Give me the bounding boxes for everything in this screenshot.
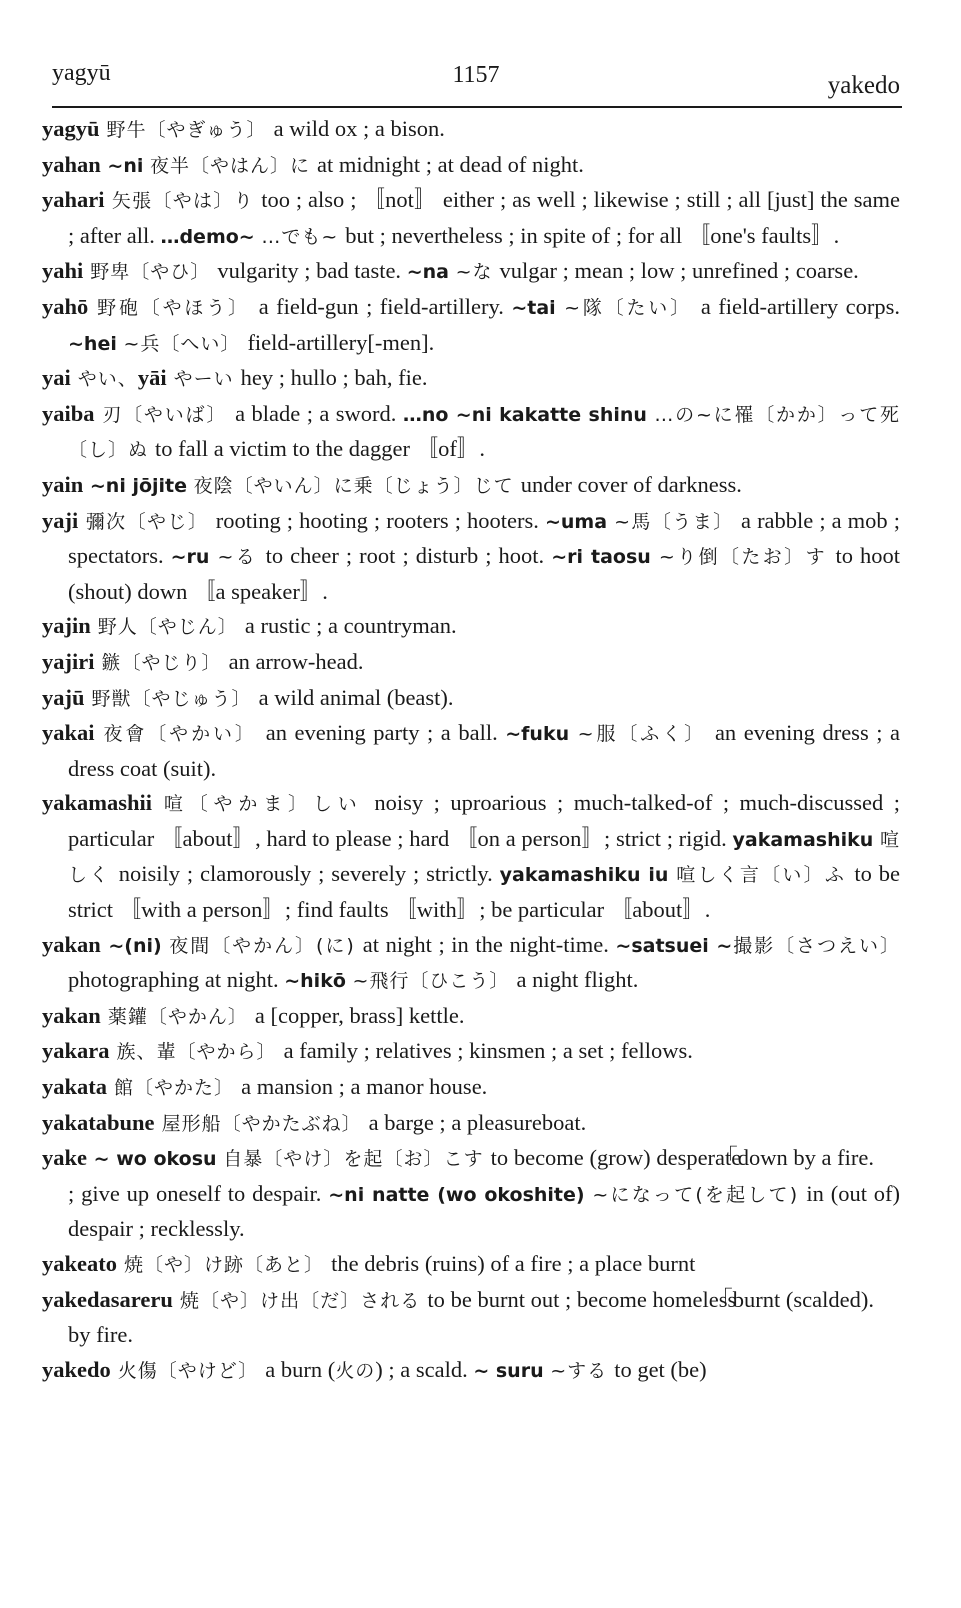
japanese-text: 屋形船〔やかたぶね〕 bbox=[154, 1112, 369, 1135]
phrase-romaji: …no ~ni kakatte shinu bbox=[402, 403, 655, 426]
definition-text: a [copper, brass] kettle. bbox=[254, 1002, 465, 1028]
definition-text: photographing at night. bbox=[68, 967, 285, 993]
phrase-romaji: yakamashiku bbox=[732, 828, 880, 851]
headword: yahō bbox=[42, 293, 89, 319]
phrase-romaji: …demo~ bbox=[160, 225, 262, 248]
headword: yāi bbox=[137, 365, 167, 391]
definition-text: an arrow-head. bbox=[228, 648, 364, 674]
definition-text: at midnight ; at dead of night. bbox=[317, 151, 584, 177]
headword: yahari bbox=[42, 187, 105, 213]
dictionary-entry bbox=[42, 112, 900, 148]
definition-text: in (out of) despair ; recklessly. bbox=[68, 1180, 901, 1242]
right-guide-word: yakedo bbox=[827, 72, 900, 99]
definition-text: a field-artillery corps. bbox=[700, 293, 900, 319]
dictionary-entry bbox=[42, 361, 900, 397]
japanese-text: 火傷〔やけど〕 bbox=[110, 1359, 266, 1382]
headword: yahan bbox=[42, 151, 101, 177]
phrase-romaji: ~ suru bbox=[473, 1359, 551, 1382]
japanese-text: やい、 bbox=[70, 368, 138, 391]
dictionary-entry bbox=[42, 1353, 900, 1389]
definition-text: hey ; hullo ; bah, fie. bbox=[240, 365, 428, 391]
dictionary-entry bbox=[42, 397, 900, 468]
japanese-text: …でも~ bbox=[261, 225, 346, 248]
definition-text: to be strict 〚with a person〛; find faults 〚with〛; be particular 〚about〛. bbox=[68, 861, 901, 923]
japanese-text: 喧〔やかま〕しい bbox=[152, 793, 375, 816]
page-header bbox=[52, 58, 900, 98]
phrase-romaji: ~na bbox=[406, 261, 456, 284]
dictionary-entry bbox=[42, 645, 900, 681]
definition-text: a field-gun ; field-artillery. bbox=[258, 293, 512, 319]
carryover-text: 「burnt (scalded). bbox=[710, 1286, 874, 1312]
dictionary-entry bbox=[42, 290, 900, 361]
definition-text: an evening party ; a ball. bbox=[265, 720, 506, 746]
japanese-text: ~飛行〔ひこう〕 bbox=[352, 970, 517, 993]
japanese-text: ~する bbox=[550, 1359, 615, 1382]
definition-text: to become (grow) desperate ; give up oneself to despair. bbox=[68, 1145, 742, 1206]
headword: yajiri bbox=[42, 648, 95, 674]
dictionary-entry bbox=[42, 254, 900, 290]
dictionary-entry bbox=[42, 1141, 900, 1247]
japanese-text: ~な bbox=[455, 261, 500, 284]
dictionary-entry bbox=[42, 1070, 900, 1106]
japanese-text: 野牛〔やぎゅう〕 bbox=[99, 119, 274, 141]
japanese-text: ~り倒〔たお〕す bbox=[658, 546, 836, 569]
definition-text: vulgarity ; bad taste. bbox=[217, 258, 407, 284]
headword: yajin bbox=[42, 613, 91, 639]
japanese-text: 野砲〔やほう〕 bbox=[88, 296, 259, 319]
headword: yakedasareru bbox=[42, 1286, 173, 1312]
japanese-text: 族、輩〔やから〕 bbox=[109, 1041, 284, 1064]
headword: yakan bbox=[42, 931, 101, 957]
dictionary-entry bbox=[42, 148, 900, 184]
japanese-text: ~隊〔たい〕 bbox=[564, 296, 701, 319]
japanese-text: ~になって(を起して) bbox=[592, 1183, 807, 1206]
definition-text: to be burnt out ; become homeless by fire. bbox=[68, 1286, 737, 1348]
phrase-romaji: ~ni natte (wo okoshite) bbox=[328, 1183, 593, 1206]
definition-text: the debris (ruins) of a fire ; a place burnt bbox=[331, 1251, 696, 1276]
japanese-text: 自暴〔やけ〕を起〔お〕こす bbox=[223, 1148, 491, 1171]
japanese-text: やーい bbox=[166, 368, 241, 391]
headword: yakamashii bbox=[42, 790, 153, 816]
japanese-text: ~馬〔うま〕 bbox=[614, 510, 742, 533]
definition-text: a mansion ; a manor house. bbox=[241, 1074, 488, 1100]
japanese-text: 喧しく言〔い〕ふ bbox=[676, 864, 855, 887]
phrase-romaji: ~ri taosu bbox=[551, 546, 659, 569]
dictionary-entry bbox=[42, 786, 900, 927]
headword: yai bbox=[42, 365, 71, 391]
dictionary-entry bbox=[42, 1034, 900, 1070]
definition-text: a blade ; a sword. bbox=[235, 400, 403, 426]
headword: yahi bbox=[42, 258, 84, 284]
definition-text: a rustic ; a countryman. bbox=[244, 613, 457, 639]
definition-text: a wild ox ; a bison. bbox=[273, 116, 445, 141]
japanese-text: 夜間〔やかん〕(に) bbox=[169, 934, 363, 957]
definition-text: rooting ; hooting ; rooters ; hooters. bbox=[215, 507, 545, 533]
headword: yain bbox=[42, 471, 84, 497]
japanese-text: ~る bbox=[217, 546, 266, 569]
dictionary-entry bbox=[42, 1247, 900, 1283]
left-guide-word: yagyū bbox=[52, 60, 111, 86]
phrase-romaji: ~ wo okosu bbox=[87, 1148, 224, 1171]
headword: yakara bbox=[42, 1038, 110, 1064]
headword: yagyū bbox=[42, 116, 100, 141]
definition-text: a night flight. bbox=[516, 967, 639, 993]
headword: yakeato bbox=[42, 1251, 117, 1276]
phrase-romaji: yakamashiku iu bbox=[499, 864, 677, 887]
japanese-text: 彌次〔やじ〕 bbox=[78, 510, 216, 533]
headword: yaiba bbox=[42, 400, 95, 426]
japanese-text: 撮影〔さつえい〕 bbox=[732, 934, 900, 957]
japanese-text: 喧しく bbox=[68, 828, 900, 887]
japanese-text: 火の bbox=[335, 1359, 376, 1382]
definition-text: a rabble ; a mob ; spectators. bbox=[68, 507, 900, 569]
japanese-text: 刃〔やいば〕 bbox=[94, 403, 236, 426]
dictionary-entry bbox=[42, 716, 900, 786]
definition-text: too ; also ; 〚not〛 either ; as well ; likewise ; still ; all [just] the same ; after all. bbox=[68, 187, 900, 248]
phrase-romaji: ~uma bbox=[544, 510, 615, 533]
japanese-text: ~兵〔へい〕 bbox=[123, 332, 248, 355]
japanese-text: ~服〔ふく〕 bbox=[577, 723, 715, 746]
phrase-romaji: ~ru bbox=[170, 546, 218, 569]
japanese-text: 焼〔や〕け跡〔あと〕 bbox=[117, 1254, 332, 1276]
entry-list bbox=[42, 112, 900, 1388]
definition-text: a barge ; a pleasureboat. bbox=[368, 1109, 587, 1135]
definition-text: vulgar ; mean ; low ; unrefined ; coarse. bbox=[499, 258, 859, 284]
headword: yake bbox=[42, 1145, 87, 1171]
definition-text: a wild animal (beast). bbox=[258, 684, 454, 710]
definition-text: to hoot (shout) down 〚a speaker〛. bbox=[68, 543, 900, 604]
phrase-romaji: ~fuku bbox=[505, 723, 578, 746]
definition-text: under cover of darkness. bbox=[520, 471, 742, 497]
japanese-text: 焼〔や〕け出〔だ〕される bbox=[172, 1289, 428, 1312]
japanese-text: 野人〔やじん〕 bbox=[90, 616, 245, 639]
phrase-romaji: ~hei bbox=[68, 332, 124, 355]
dictionary-entry bbox=[42, 609, 900, 645]
definition-text: field-artillery[-men]. bbox=[247, 329, 435, 355]
phrase-romaji: ~ni jōjite bbox=[83, 474, 194, 497]
japanese-text: …の~に罹〔かか〕って死〔し〕ぬ bbox=[68, 403, 901, 462]
headword: yajū bbox=[42, 684, 85, 710]
headword: yakedo bbox=[42, 1356, 111, 1382]
dictionary-entry bbox=[42, 1283, 900, 1353]
definition-text: a family ; relatives ; kinsmen ; a set ; fellows. bbox=[283, 1038, 693, 1064]
japanese-text: 薬鑵〔やかん〕 bbox=[100, 1005, 255, 1028]
page-number: 1157 bbox=[452, 62, 500, 88]
header-rule bbox=[52, 106, 902, 108]
dictionary-entry bbox=[42, 999, 900, 1035]
definition-text: to cheer ; root ; disturb ; hoot. bbox=[265, 543, 552, 569]
definition-text: to fall a victim to the dagger 〚of〛. bbox=[155, 436, 485, 462]
definition-text: noisy ; uproarious ; much-talked-of ; much-discussed ; particular 〚about〛, hard to please ; hard 〚on a person〛; strict ; rigid. bbox=[68, 790, 900, 851]
japanese-text: 野卑〔やひ〕 bbox=[83, 261, 218, 284]
definition-text: a burn ( bbox=[265, 1356, 336, 1382]
phrase-romaji: ~hikō bbox=[284, 970, 353, 993]
definition-text: at night ; in the night-time. bbox=[362, 931, 616, 957]
dictionary-entry bbox=[42, 504, 900, 610]
definition-text: to get (be) bbox=[614, 1356, 707, 1382]
japanese-text: 夜陰〔やいん〕に乗〔じょう〕じて bbox=[193, 474, 521, 497]
headword: yakata bbox=[42, 1074, 108, 1100]
dictionary-entry bbox=[42, 468, 900, 504]
japanese-text: 夜半〔やはん〕に bbox=[149, 154, 318, 177]
headword: yakai bbox=[42, 720, 95, 746]
phrase-romaji: ~ni bbox=[100, 154, 150, 177]
dictionary-entry bbox=[42, 928, 900, 999]
definition-text: ) ; a scald. bbox=[375, 1356, 474, 1382]
definition-text: but ; nevertheless ; in spite of ; for all 〚one's faults〛. bbox=[345, 222, 840, 248]
japanese-text: 野獣〔やじゅう〕 bbox=[84, 687, 259, 710]
dictionary-entry bbox=[42, 183, 900, 254]
japanese-text: 夜會〔やかい〕 bbox=[94, 723, 266, 746]
phrase-romaji: ~(ni) bbox=[100, 934, 170, 957]
phrase-romaji: ~tai bbox=[511, 296, 565, 319]
japanese-text: 矢張〔やは〕り bbox=[104, 190, 262, 213]
definition-text: an evening dress ; a dress coat (suit). bbox=[68, 720, 900, 781]
headword: yakatabune bbox=[42, 1109, 155, 1135]
phrase-romaji: ~satsuei ~ bbox=[615, 934, 733, 957]
japanese-text: 館〔やかた〕 bbox=[107, 1077, 242, 1100]
dictionary-entry bbox=[42, 1106, 900, 1142]
japanese-text: 鏃〔やじり〕 bbox=[94, 651, 229, 674]
carryover-text: 「down by a fire. bbox=[715, 1145, 874, 1171]
dictionary-entry bbox=[42, 681, 900, 717]
headword: yakan bbox=[42, 1002, 101, 1028]
headword: yaji bbox=[42, 507, 79, 533]
definition-text: noisily ; clamorously ; severely ; strictly. bbox=[118, 861, 500, 887]
